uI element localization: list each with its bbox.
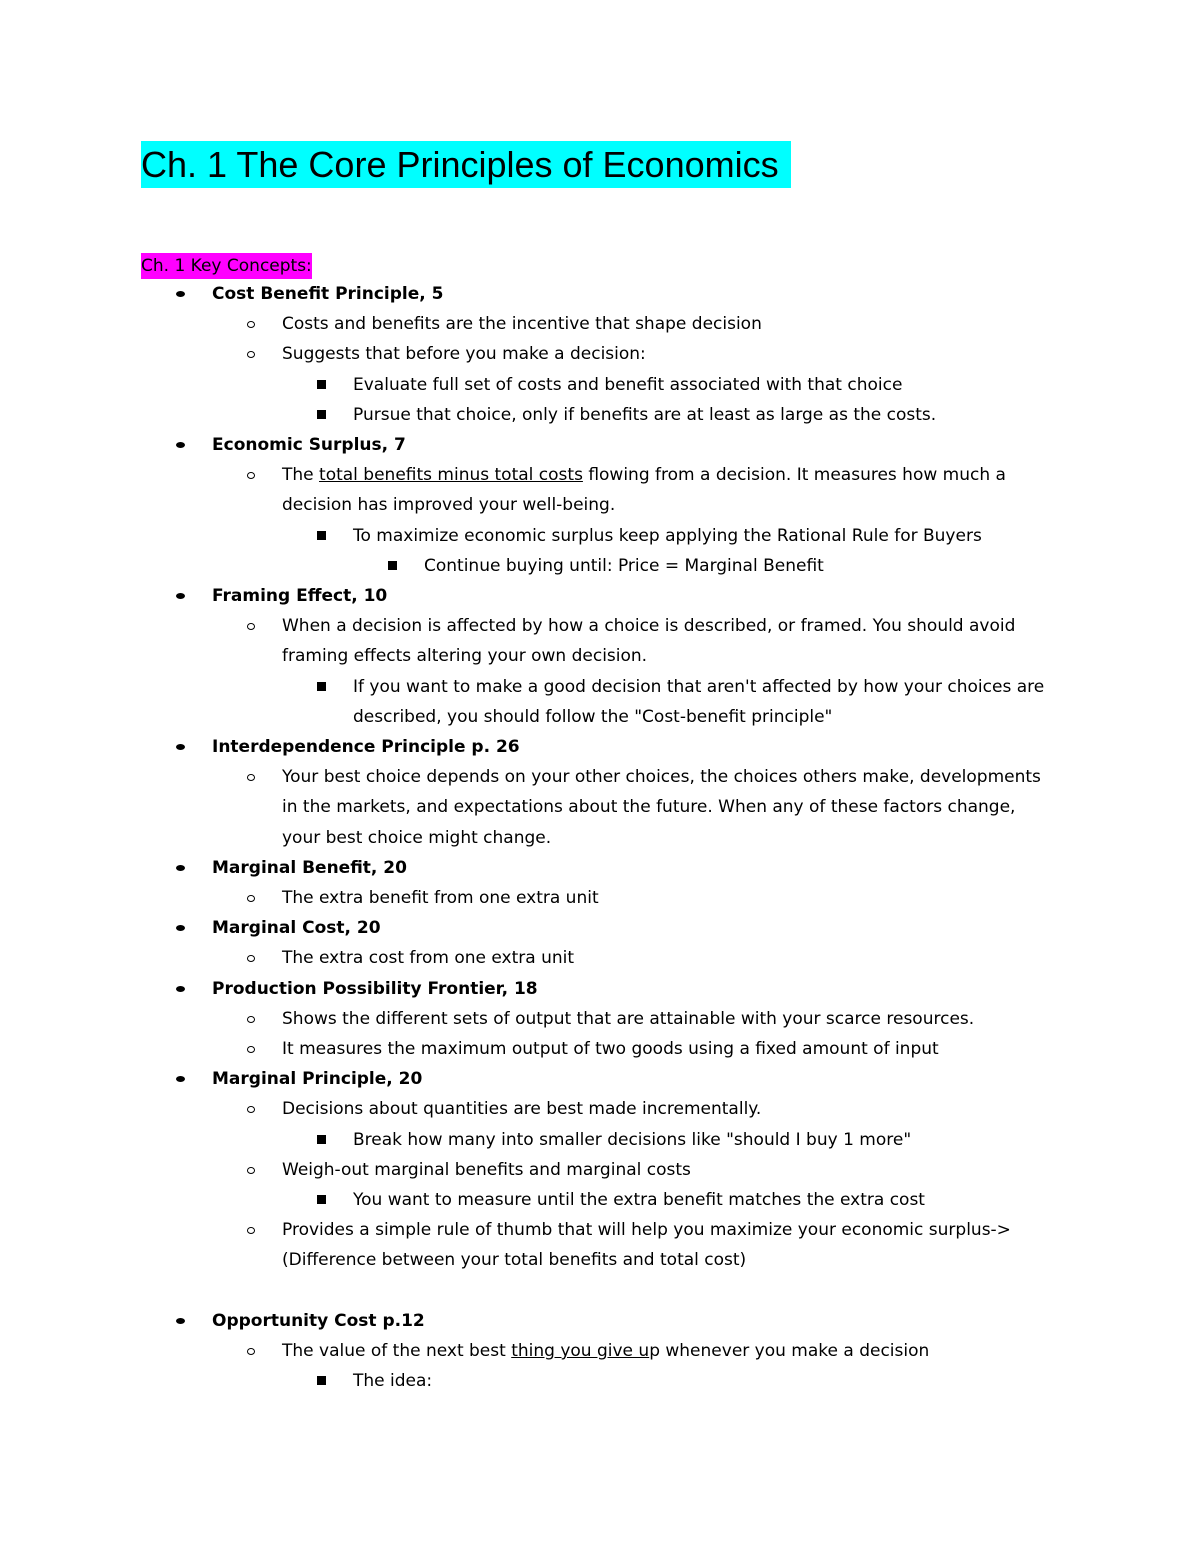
item-text: Continue buying until: Price = Marginal Benefit bbox=[424, 555, 824, 576]
item-heading-text: Marginal Cost, 20 bbox=[212, 918, 381, 939]
item-heading-text: Marginal Benefit, 20 bbox=[212, 857, 407, 878]
bullet-circle-icon bbox=[247, 351, 255, 358]
page-title: Ch. 1 The Core Principles of Economics bbox=[141, 141, 791, 188]
list-item-level-2 bbox=[282, 339, 646, 369]
item-text: It measures the maximum output of two goods using a fixed amount of input bbox=[282, 1039, 939, 1059]
list-item-level-1 bbox=[212, 581, 387, 611]
item-text: To maximize economic surplus keep applying the Rational Rule for Buyers bbox=[353, 525, 982, 546]
list-item-level-3 bbox=[353, 1125, 911, 1155]
bullet-circle-icon bbox=[247, 774, 255, 781]
bullet-circle-icon bbox=[247, 1016, 255, 1023]
bullet-circle-icon bbox=[247, 1348, 255, 1355]
bullet-dot-icon bbox=[176, 1076, 185, 1082]
item-text: When a decision is affected by how a choice is described, or framed. You should avoid bbox=[282, 616, 1016, 637]
bullet-circle-icon bbox=[247, 1046, 255, 1053]
item-heading-text: Cost Benefit Principle, 5 bbox=[212, 284, 444, 304]
list-item-level-2 bbox=[282, 1004, 974, 1034]
item-text: The extra cost from one extra unit bbox=[282, 948, 575, 969]
item-text: decision has improved your well-being. bbox=[282, 495, 616, 516]
item-text: framing effects altering your own decision. bbox=[282, 646, 648, 667]
list-item-level-2 bbox=[282, 762, 1041, 792]
list-item-level-2 bbox=[282, 460, 1006, 490]
bullet-circle-icon bbox=[247, 1167, 255, 1174]
bullet-circle-icon bbox=[247, 321, 255, 328]
item-heading-text: Marginal Principle, 20 bbox=[212, 1069, 423, 1090]
list-item-level-2 bbox=[282, 1094, 761, 1124]
item-text: Provides a simple rule of thumb that will help you maximize your economic surplus-> bbox=[282, 1220, 1011, 1241]
item-heading-text: Opportunity Cost p.12 bbox=[212, 1310, 425, 1331]
item-text: Decisions about quantities are best made incrementally. bbox=[282, 1099, 762, 1120]
bullet-dot-icon bbox=[176, 865, 185, 871]
list-item-level-1 bbox=[212, 853, 407, 883]
list-item-level-3 bbox=[353, 702, 832, 732]
list-item-level-2 bbox=[282, 1245, 746, 1275]
item-text: Costs and benefits are the incentive that shape decision bbox=[282, 314, 762, 335]
bullet-circle-icon bbox=[247, 623, 255, 630]
list-item-level-1 bbox=[212, 1306, 425, 1336]
list-item-level-2 bbox=[282, 943, 574, 973]
list-item-level-2 bbox=[282, 1336, 929, 1366]
list-item-level-2 bbox=[282, 792, 1015, 822]
item-text: The bbox=[282, 465, 320, 486]
bullet-dot-icon bbox=[176, 925, 185, 931]
bullet-square-icon bbox=[317, 1195, 326, 1204]
bullet-circle-icon bbox=[247, 955, 255, 962]
item-text: You want to measure until the extra benefit matches the extra cost bbox=[353, 1190, 925, 1210]
item-text: in the markets, and expectations about the future. When any of these factors change, bbox=[282, 797, 1016, 818]
bullet-circle-icon bbox=[247, 472, 255, 479]
list-item-level-4 bbox=[424, 551, 824, 581]
item-text: (Difference between your total benefits and total cost) bbox=[282, 1250, 747, 1271]
bullet-circle-icon bbox=[247, 1227, 255, 1234]
item-text: The value of the next best bbox=[282, 1341, 512, 1361]
bullet-dot-icon bbox=[176, 986, 185, 992]
bullet-circle-icon bbox=[247, 895, 255, 902]
list-item-level-2 bbox=[282, 611, 1015, 641]
bullet-square-icon bbox=[317, 1376, 326, 1385]
item-heading-text: Production Possibility Frontier, 18 bbox=[212, 978, 538, 999]
item-text: Break how many into smaller decisions like "should I buy 1 more" bbox=[353, 1129, 912, 1150]
item-text: Weigh-out marginal benefits and marginal costs bbox=[282, 1159, 691, 1180]
item-text: If you want to make a good decision that aren't affected by how your choices are bbox=[353, 676, 1045, 697]
item-text: Pursue that choice, only if benefits are at least as large as the costs. bbox=[353, 404, 937, 425]
bullet-square-icon bbox=[317, 531, 326, 540]
item-text: p whenever you make a decision bbox=[649, 1341, 930, 1361]
bullet-square-icon bbox=[317, 682, 326, 691]
underlined-text: thing you give u bbox=[511, 1341, 650, 1361]
bullet-dot-icon bbox=[176, 744, 185, 750]
list-item-level-2 bbox=[282, 641, 647, 671]
item-text: Evaluate full set of costs and benefit associated with that choice bbox=[353, 374, 903, 395]
bullet-dot-icon bbox=[176, 593, 185, 599]
item-text: your best choice might change. bbox=[282, 827, 552, 848]
list-item-level-1 bbox=[212, 1064, 422, 1094]
list-item-level-2 bbox=[282, 1215, 1011, 1245]
bullet-dot-icon bbox=[176, 442, 185, 448]
item-text: The idea: bbox=[353, 1371, 433, 1392]
list-item-level-1 bbox=[212, 913, 381, 943]
list-item-level-2 bbox=[282, 1034, 939, 1064]
item-heading-text: Interdependence Principle p. 26 bbox=[212, 737, 520, 757]
list-item-level-3 bbox=[353, 1366, 432, 1396]
key-concepts-heading: Ch. 1 Key Concepts: bbox=[141, 253, 312, 279]
list-item-level-1 bbox=[212, 974, 538, 1004]
item-text: Your best choice depends on your other choices, the choices others make, developments bbox=[282, 767, 1041, 788]
list-item-level-2 bbox=[282, 309, 762, 339]
item-heading-text: Framing Effect, 10 bbox=[212, 586, 388, 606]
item-text: Shows the different sets of output that are attainable with your scarce resources. bbox=[282, 1008, 975, 1029]
bullet-square-icon bbox=[317, 380, 326, 389]
bullet-circle-icon bbox=[247, 1106, 255, 1113]
list-item-level-2 bbox=[282, 823, 551, 853]
list-item-level-2 bbox=[282, 490, 615, 520]
list-item-level-1 bbox=[212, 430, 406, 460]
list-item-level-2 bbox=[282, 1155, 691, 1185]
list-item-level-1 bbox=[212, 732, 520, 762]
item-heading-text: Economic Surplus, 7 bbox=[212, 435, 406, 455]
list-item-level-3 bbox=[353, 672, 1044, 702]
bullet-square-icon bbox=[317, 1135, 326, 1144]
list-item-level-3 bbox=[353, 521, 982, 551]
list-item-level-3 bbox=[353, 400, 936, 430]
item-text: described, you should follow the "Cost-benefit principle" bbox=[353, 706, 833, 727]
bullet-dot-icon bbox=[176, 291, 185, 297]
underlined-text: total benefits minus total costs bbox=[319, 465, 583, 486]
list-item-level-3 bbox=[353, 1185, 925, 1215]
list-item-level-2 bbox=[282, 883, 599, 913]
item-text: The extra benefit from one extra unit bbox=[282, 888, 599, 908]
list-item-level-3 bbox=[353, 370, 902, 400]
bullet-dot-icon bbox=[176, 1318, 185, 1324]
item-text: flowing from a decision. It measures how much a bbox=[582, 465, 1006, 486]
bullet-square-icon bbox=[388, 561, 397, 570]
item-text: Suggests that before you make a decision: bbox=[282, 344, 646, 365]
list-item-level-1 bbox=[212, 279, 444, 309]
bullet-square-icon bbox=[317, 410, 326, 419]
